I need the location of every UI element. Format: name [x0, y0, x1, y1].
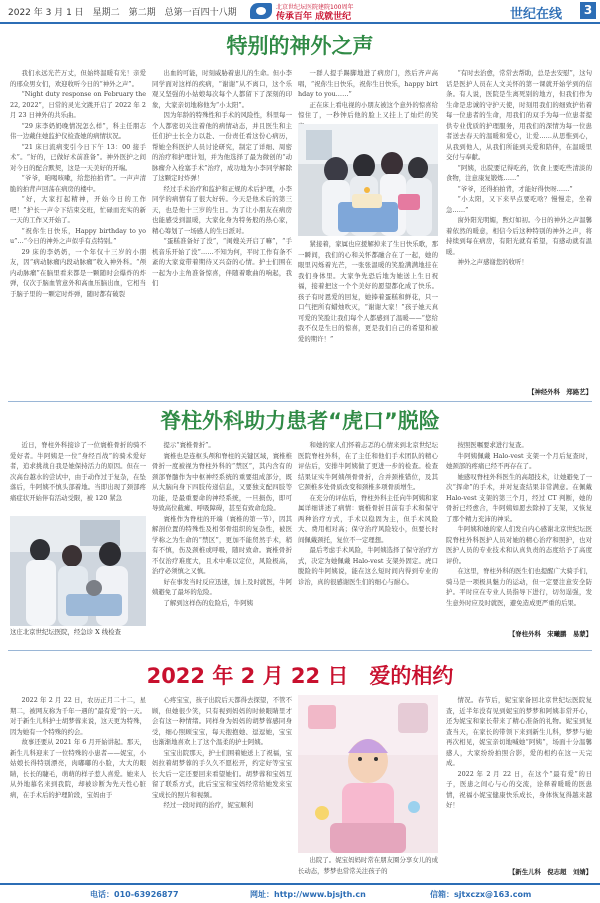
article1-column-3: 一群人提手踢脚地进了病房门，然后齐声高唱，“祝你生日快乐，祝你生日快乐，happy birthday to you……” 正在床上看电视的小朋友被这个意外的惊喜给惊住了，一秒钟后他的脸上又挂上了灿烂的笑	[298, 69, 438, 119]
article3-column-3: 出院了。妮宝妈妈时常在朋友圈分享女儿的成长动态，梦梦也常常关注孩子的	[298, 856, 438, 875]
article1-column-2: 出血的可能，时刻威胁着患儿的生命。但小李同学面对这样的疾病，“谢谢”从不离口，这个乐观又坚强的小姑娘每次每个人都留下了深刻的印象，大家亲切地称他为“小太阳”。 因为年龄的特殊性和手术的风险性，科里每一个人都密切关注着他的病情动态，并且医生和主任们护士长全力以赴、一份责任看这份心病历，帮她全科医护人员讨论研究，制定了详细、周密的治疗和护理计划，并为他选择了最为微创的“动脉瘤介入栓塞手术”治疗，成功地为小李同学解除了这颗定时炸弹！ 经过手术治疗和监护和正规的术后护理，小李同学的病情有了很大好转。今天是他术后的第三天，也是他十三岁的生日。为了让小朋友在病房也能感受到温暖，大家化身为特务般的热心家，精心筹划了一场感人的生日派对。 “蛋糕准备好了没”，“闺嫂关开启了嘛”，“手机音乐开始了没”……不知为何，平时工作有条不紊的大家竟带着期待又兴奋的心情。护士们围在一起为小主角准备惊喜，伴随着歌曲的响起，我们	[152, 69, 292, 287]
issue-date: 2022 年 3 月 1 日 星期二 第二期 总第一百四十八期	[8, 8, 237, 18]
article3-title: 2022 年 2 月 22 日 爱的相约	[146, 664, 454, 688]
spine-photo-image	[10, 516, 146, 626]
article2-column-4: 按照医嘱要求进行复查。 牛阿姨佩戴 Halo-vest 支架一个月后复查时，她颈部的疼痛已经不再存在了。 她感叹脊柱外科医生的高超技术，让她避免了一次“挥命”的手术，并对复查结果非常满意。在佩戴 Halo-vest 支架的第三个月，经过 CT 判断，她的骨折已经愈合，牛阿姨如愿去除掉了支架，又恢复了那个精力充沛的神采。 牛阿姨和她的家人们发自内心感谢北京世纪坛医院脊柱外科医护人员对她的精心治疗和照护，也对医护人员的专业技术和认真负责的态度给予了高度评价。 在这里，脊柱外科的医生们也提醒广大骑手们，骑马是一项极具魅力的运动，但一定要注意安全防护。平时应在专业人员指导下进行，切勿逞强，发生意外时应及时就医，避免造成更严重的后果。	[446, 441, 592, 607]
article3-column-2: 心疼宝宝，孩子出院后天都得去探望，不管不顾，但她很少笑，只有视到妈妈的时候眼睛里才会有这一种情绪。同样身为妈妈的胡梦蓉感同身受，细心照顾宝宝，每天抱抱她、逗逗她，宝宝也渐渐地喜欢上了这个温柔的护士阿姨。 宝宝出院那天，护士们围着她送上了祝福，宝妈拉着胡梦蓉的手久久不愿松开，约定好等宝宝长大后一定还要回来看望她们。胡梦蓉和宝妈互留了联系方式，此后宝宝和宝妈经常给她发来宝宝成长的照片和视频。 经过一段时间的治疗，妮宝顺利	[152, 696, 292, 809]
article2-column-2: 提示“寰椎骨折”。 寰椎也是连枢头颅和脊柱的关键区域，寰椎椎骨折一度被视为脊柱外科的“禁区”，其内含有的颈部脊髓作为中枢神经系统的重要组成部分，既从大脑向身下四肢传递信息，又要独支配四肢等功能，是最重要命的神经系统，一旦损伤，即可导致高位截瘫、呼吸障碍，甚至有致命危险。 寰椎作为脊柱的开端（寰椎的第一节），因其解剖位置的特殊性及相邻骨组织的复杂性，被医学称之为生命的“禁区”，更加不能贸然手术，稍有不慎，伤及颈椎或呼吸，随时致命。寰椎骨折不仅治疗难度大，且术中难以定位，风险极高，治疗必须慎之又慎。 好在事发当时反应迅速，加上及时就医，牛阿姨避免了最坏的危险。 了解到这样伤的危险后，牛阿姨	[152, 441, 292, 607]
article3-column-4: 情况。春节后，妮宝家备回北京世纪坛医院复查，近半年没有见到妮宝的梦梦和阿姨非常开心，还为妮宝和家长带来了精心准备的礼物。妮宝到复查当天，在家长的带领下来到新生儿科，梦梦与她再次相见，妮宝亲切地喊她“阿姨”，场面十分温馨感人，大家纷纷拍照合影，爱的相约在这一天完成。 2022 年 2 月 22 日，在这个“最有爱”的日子，医患之间心与心的交流，诠释着暖暖的医患情，祝福小妮宝健康快乐成长，身体恢复得越来越好！	[446, 696, 592, 809]
logo-mark-icon	[250, 3, 272, 19]
article3-byline: 【新生儿科 倪志超 刘婧】	[508, 868, 592, 876]
hospital-logo	[250, 2, 354, 20]
page-header	[0, 0, 600, 24]
article2-byline: 【脊柱外科 宋曦鹏 易蒙】	[508, 630, 592, 638]
article1-column-1: 我们永远光芒万丈，但始终温暖有光！亲爱的邢众男女们，欢迎收听今日的“神外之声”。 “Night duty response on February the 22, 2022”，日常的灵光文跳开启了 2022 年 2 月 23 日神外的共乐曲。 “29 床李奶奶晚情况怎么样”，科主任朋志伟一边戴住她监护仪检查她的病情状况。 “21 床日流病变引今日下午 13：00 接手术”。“好的，已做好术前准备”。神外医护之间对今日的配合默契，这是一天美好的开端。 “爷爷，咱喝咳嗽，给您拍拍背”。一声声清脆的拍背声回荡在病房的楼中。 “好，大家打起精神，开始今日的工作吧！”护长一声令下结束交班，忙碌而充实的新一天的工作又开始了。 “祝你生日快乐，Happy birthday to you”…“今日的神外之声似乎有点特别。” 29 床的李奶奶，一个年仅十三岁的小朋友，因“病动脉瘤内段动脉瘤”收入神外科。“颅内动脉瘤”在脑里看来都是一颗随时会爆炸的炸弹，仅次于脑血管意外和高血压脑出血，它相当于脑子里的一颗定时炸弹，随时都有破裂	[10, 69, 146, 298]
article2-column-3: 和她的家人们怀着忐忑的心情来到北京世纪坛医院脊柱外科，在了主任和他们手术团队的精心评估后，安排牛阿姨做了更进一步的检查。检查结果证实牛阿姨颅骨骨折，合并颈椎错位，及其它颈椎多处骨质改变和颈椎多项骨质增生。 在充分的评估后，脊柱外科主任向牛阿姨和家属详细讲述了病情：寰椎骨折目前有手术和保守两种治疗方式，手术以稳固为主，但手术风险大、费用相对高；保守治疗风险较小，但要长时间佩戴颈托，复位不一定理想。 最后考虑手术风险，牛阿姨选择了保守治疗方式，决定为她佩戴 Halo-vest 支架外固定。虎口脱险的牛阿姨说，能在这么短时间内得到专业的诊治，真的很感谢医生们的细心与耐心。	[298, 441, 438, 586]
article2-title: 脊柱外科助力患者“虎口”脱险	[160, 409, 440, 433]
page-number: 3	[580, 2, 596, 19]
section-name: 世纪在线	[510, 7, 563, 22]
article3-column-1: 2022 年 2 月 22 日，农历正月二十二，星期二，被网友称为千年一遇的“最有爱”的一天。对于新生儿科护士胡梦蓉来说，这天更为特殊，因为她有一个特殊的约会。 故事还要从 2021 年 6 月开始讲起。那天，新生儿科迎来了一位特殊的小患者——妮宝，小姑娘长得特别漂亮，肉嘟嘟的小脸，大大的眼睛，长长的睫毛，萌萌的样子惹人喜爱。她来人从外地慕名来到我院，却被诊断为先天性心脏病，在手术后的护理阶段，宝妈由于	[10, 696, 146, 799]
article1-byline: 【神经外科 郑路艺】	[528, 388, 592, 396]
article1-title: 特别的神外之声	[226, 34, 374, 58]
page-footer	[0, 883, 600, 903]
birthday-party-photo	[298, 124, 438, 236]
logo-line-2: 传承百年 成就世纪	[276, 12, 352, 22]
spine-surgery-photo	[10, 516, 146, 626]
article1-column-4: “有时去治愈，常常去帮助，总是去安慰”，这句话是医护人员在人文关怀的第一课就开始学到的信条。有人说，医院是生离死别的地方，但我们作为生命是忠诚的守护天使，时刻用我们的细致护佑着每一位患者的生命，用我们的双手为每一位患者提供专业优质的护理服务，用我们的深情为每一位患者送去春天的温暖和爱心，让爱……从思惟到心，从我到他人，从我们所能到关爱和陪伴，在温暖里交付与奉献。 “阿姨，出院要记得吃药，饮食上要吃些清淡的食物，注意康复锻炼……” “爷爷，还得拍拍背，才能好得快呀……” “小太阳，又下来早点要吃啥？慢慢走，坐着急……” 窗外阳光明媚，煦灯如初。今日的神外之声温馨着依然的暖意，相信今后这种特别的神外之声，将持续到每在病房，有阳光就有希望，有感动就有温暖。 神外之声感谢您的收听！	[446, 69, 592, 266]
spine-photo-caption: 这庄北京世纪坛医院，经急诊 X 线检查	[10, 628, 121, 636]
birthday-photo-image	[298, 124, 438, 236]
footer-phone: 电话：010-63926877	[90, 890, 179, 899]
logo-line-1: 北京世纪坛医院建院100周年	[276, 4, 354, 11]
baby-photo	[298, 695, 438, 853]
footer-email[interactable]: 信箱：sjtxczx@163.com	[430, 890, 532, 899]
footer-website[interactable]: 网址：http://www.bjsjth.cn	[250, 890, 366, 899]
article1-column-3-continued: 紧接着，家属也应援解掉来了生日快乐歌，那一瞬间，我们的心和关怀都融合在了一起，她的眼里闪烁着光芒，一张张温暖的笑脸满满地挂在我们身体里。大家争先恐后地为她送上生日祝福，接着把这一个个美好的愿望都化成了快乐。孩子有时恩爱的回复，她捧着蛋糕和鲜花，只一口气把所有蜡烛吹灭，“谢谢大家！”孩子她天真可爱的笑脸让我们每个人都感到了温暖——“您给我不仅是生日的惊喜，更是我们自己的希望和被爱的期许！”	[298, 240, 438, 343]
section-divider	[8, 401, 592, 402]
baby-photo-image	[298, 695, 438, 853]
section-divider	[8, 650, 592, 651]
article2-column-1: 近日，脊柱外科接诊了一位寰椎骨折的骑不爱好者。牛阿姨是一位“身经百战”的骑术爱好者，追求挑战自我是她保持活力的原因。但在一次高台越水的尝试中，由于动作过于复杂，在坠落后，牛阿姨不慎头部着地。当即出现了颈部疼痛症状开始伴有活动受限，被 120 紧急	[10, 441, 146, 502]
